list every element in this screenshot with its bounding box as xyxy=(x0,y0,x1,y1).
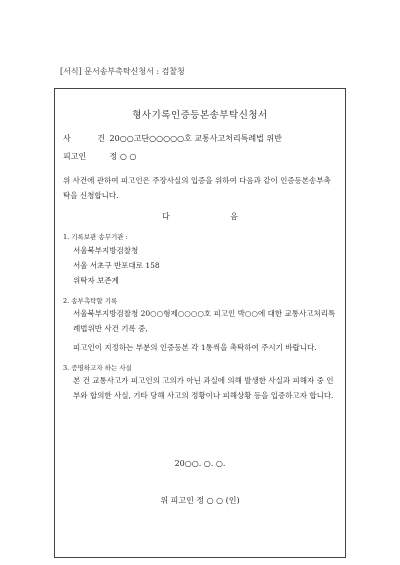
section-1-line-3: 위탁자 보존계 xyxy=(73,276,119,285)
section-1-line-2: 서울 서초구 반포대로 158 xyxy=(73,261,160,270)
section-1-title: 1. 기록보관 송무기관 : xyxy=(63,233,128,241)
application-form xyxy=(54,88,346,558)
document-caption: [서식] 문서송부촉탁신청서 : 검찰청 xyxy=(60,67,185,76)
section-1-line-1: 서울북부지방검찰청 xyxy=(73,246,139,255)
section-heading: 다 음 xyxy=(162,212,238,221)
case-value: 20○○고단○○○○○호 교통사고처리특례법 위반 xyxy=(109,134,282,143)
defendant-label: 피고인 xyxy=(63,152,87,161)
case-row xyxy=(63,133,282,144)
defendant-value: 정 ○ ○ xyxy=(109,152,137,161)
section-2-title: 2. 송부촉탁할 기록 xyxy=(63,297,118,305)
document-date: 20○○. ○. ○. xyxy=(174,459,226,468)
form-title: 형사기록인증등본송부탁신청서 xyxy=(132,110,268,121)
signature-line: 위 피고인 정 ○ ○ (인) xyxy=(160,496,240,505)
section-3-paragraph-1: 본 건 교통사고가 피고인의 고의가 아닌 과실에 의해 발생한 사실과 피해자 중 인부와 합의한 사실, 기타 당해 사고의 정황이나 피해상황 등을 입증하고자 합니다. xyxy=(73,376,334,400)
section-2-paragraph-1: 서울북부지방검찰청 20○○형제○○○○호 피고인 박○○에 대한 교통사고처리특례법위반 사건 기록 중, xyxy=(73,309,336,333)
intro-paragraph: 위 사건에 관하여 피고인은 주장사실의 입증을 위하여 다음과 같이 인증등본송부촉탁을 신청합니다. xyxy=(63,176,331,200)
case-label: 사 건 xyxy=(63,134,117,143)
section-3-title: 3. 증명하고자 하는 사실 xyxy=(63,364,132,372)
defendant-row xyxy=(63,151,136,162)
section-2-paragraph-2: 피고인이 지정하는 부분의 인증등본 각 1통씩을 촉탁하여 주시기 바랍니다. xyxy=(73,343,317,352)
